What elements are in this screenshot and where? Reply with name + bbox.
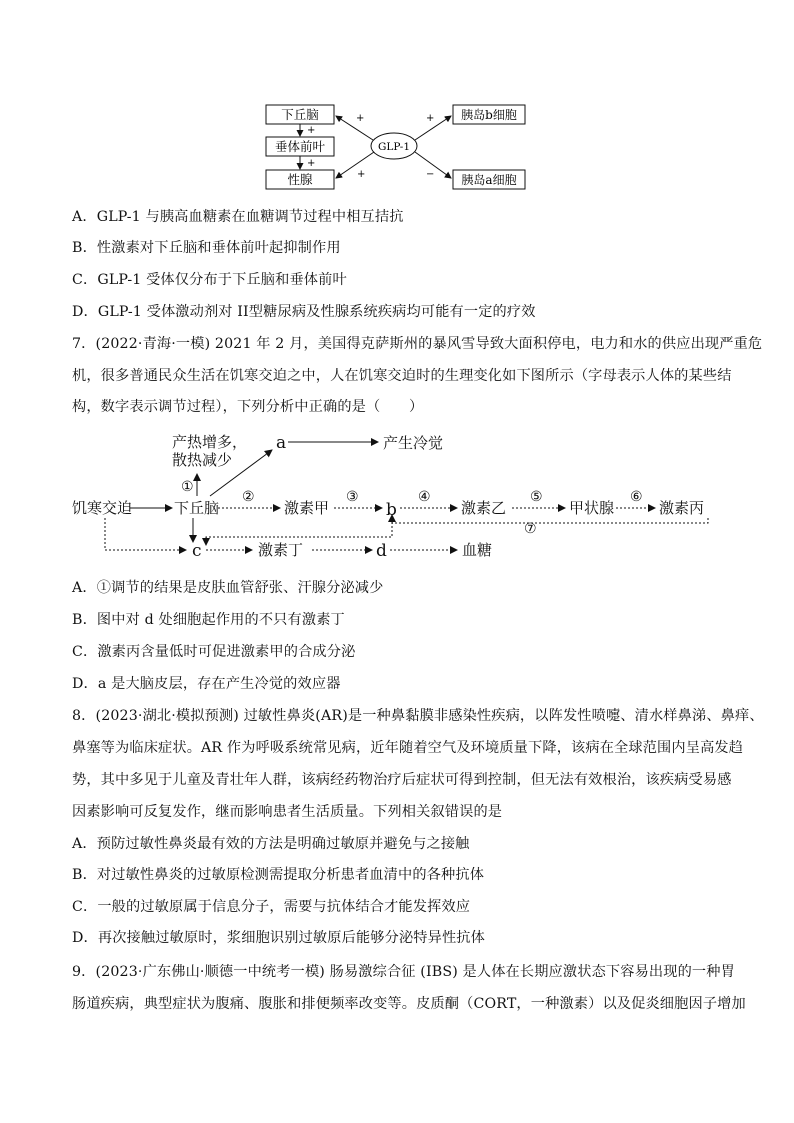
q6-option-b: B．性激素对下丘脑和垂体前叶起抑制作用 bbox=[72, 240, 341, 256]
svg-text:性腺: 性腺 bbox=[287, 172, 313, 187]
q9-stem-line-2: 肠道疾病，典型症状为腹痛、腹胀和排便频率改变等。皮质酮（CORT，一种激素）以及促炎细胞因子增加 bbox=[72, 996, 746, 1012]
q6-option-c: C．GLP-1 受体仅分布于下丘脑和垂体前叶 bbox=[72, 272, 347, 288]
q7-option-b: B．图中对 d 处细胞起作用的不只有激素丁 bbox=[72, 612, 345, 628]
node-hormone-ding: 激素丁 bbox=[258, 541, 304, 559]
q8-option-c: C．一般的过敏原属于信息分子，需要与抗体结合才能发挥效应 bbox=[72, 899, 471, 915]
q8-stem-line-3: 势，其中多见于儿童及青壮年人群，该病经药物治疗后症状可得到控制，但无法有效根治，该疾病受易感 bbox=[72, 772, 732, 788]
node-thyroid: 甲状腺 bbox=[569, 499, 615, 517]
node-b: b bbox=[386, 500, 397, 520]
node-cold: 产生冷觉 bbox=[383, 434, 444, 452]
q7-option-a: A．①调节的结果是皮肤血管舒张、汗腺分泌减少 bbox=[72, 580, 384, 596]
svg-text:垂体前叶: 垂体前叶 bbox=[274, 139, 326, 154]
sign-plus-5: + bbox=[426, 113, 435, 124]
node-hypothalamus: 下丘脑 bbox=[174, 499, 220, 517]
q8-option-a: A．预防过敏性鼻炎最有效的方法是明确过敏原并避免与之接触 bbox=[72, 836, 470, 852]
q7-stem-line-1: 7．(2022·青海·一模) 2021 年 2 月，美国得克萨斯州的暴风雪导致大面积停电，电力和水的供应出现严重危 bbox=[72, 336, 763, 352]
node-hormone-jia: 激素甲 bbox=[284, 499, 330, 517]
top-text-1: 产热增多， bbox=[172, 433, 248, 451]
q8-stem-line-1: 8．(2023·湖北·模拟预测) 过敏性鼻炎(AR)是一种鼻黏膜非感染性疾病，以阵发性喷嚏、清水样鼻涕、鼻痒、 bbox=[72, 708, 764, 724]
q8-option-b: B．对过敏性鼻炎的过敏原检测需提取分析患者血清中的各种抗体 bbox=[72, 867, 485, 883]
num-5: ⑤ bbox=[530, 489, 543, 505]
top-text-2: 散热减少 bbox=[172, 451, 233, 469]
svg-text:GLP-1: GLP-1 bbox=[377, 141, 411, 153]
q7-stem-line-2: 机，很多普通民众生活在饥寒交迫之中，人在饥寒交迫时的生理变化如下图所示（字母表示人体的某些结 bbox=[72, 368, 732, 384]
sign-plus-3: + bbox=[356, 113, 365, 124]
svg-text:胰岛a细胞: 胰岛a细胞 bbox=[461, 173, 517, 187]
q7-stem-line-3: 构，数字表示调节过程），下列分析中正确的是（ ） bbox=[72, 399, 424, 415]
node-c: c bbox=[192, 541, 202, 561]
node-start: 饥寒交迫 bbox=[72, 499, 133, 517]
svg-text:胰岛b细胞: 胰岛b细胞 bbox=[461, 108, 517, 122]
q6-option-d: D．GLP-1 受体激动剂对 II型糖尿病及性腺系统疾病均可能有一定的疗效 bbox=[72, 304, 536, 320]
q9-stem-line-1: 9．(2023·广东佛山·顺德一中统考一模) 肠易激综合征 (IBS) 是人体在长期应激状态下容易出现的一种胃 bbox=[72, 964, 735, 980]
node-hormone-bing: 激素丙 bbox=[659, 499, 705, 517]
num-7: ⑦ bbox=[524, 521, 537, 537]
node-d: d bbox=[376, 541, 387, 561]
num-6: ⑥ bbox=[630, 489, 643, 505]
num-3: ③ bbox=[346, 489, 359, 505]
q8-stem-line-4: 因素影响可反复发作，继而影响患者生活质量。下列相关叙错误的是 bbox=[72, 804, 503, 820]
q7-option-d: D．a 是大脑皮层，存在产生冷觉的效应器 bbox=[72, 676, 341, 692]
sign-plus-2: + bbox=[307, 158, 316, 169]
q7-option-c: C．激素丙含量低时可促进激素甲的合成分泌 bbox=[72, 644, 356, 660]
node-hormone-yi: 激素乙 bbox=[461, 499, 507, 517]
q8-option-d: D．再次接触过敏原时，浆细胞识别过敏原后能够分泌特异性抗体 bbox=[72, 930, 485, 946]
num-1: ① bbox=[181, 479, 194, 495]
q8-stem-line-2: 鼻塞等为临床症状。AR 作为呼吸系统常见病，近年随着空气及环境质量下降，该病在全球范围内呈高发趋 bbox=[72, 740, 744, 756]
sign-minus: − bbox=[426, 169, 435, 180]
num-4: ④ bbox=[418, 489, 431, 505]
svg-text:下丘脑: 下丘脑 bbox=[281, 107, 319, 122]
node-a: a bbox=[276, 433, 287, 453]
num-2: ② bbox=[242, 489, 255, 505]
sign-plus-4: + bbox=[357, 169, 366, 180]
node-blood-sugar: 血糖 bbox=[462, 541, 493, 559]
q6-option-a: A．GLP-1 与胰高血糖素在血糖调节过程中相互拮抗 bbox=[72, 209, 404, 225]
sign-plus-1: + bbox=[307, 125, 316, 136]
